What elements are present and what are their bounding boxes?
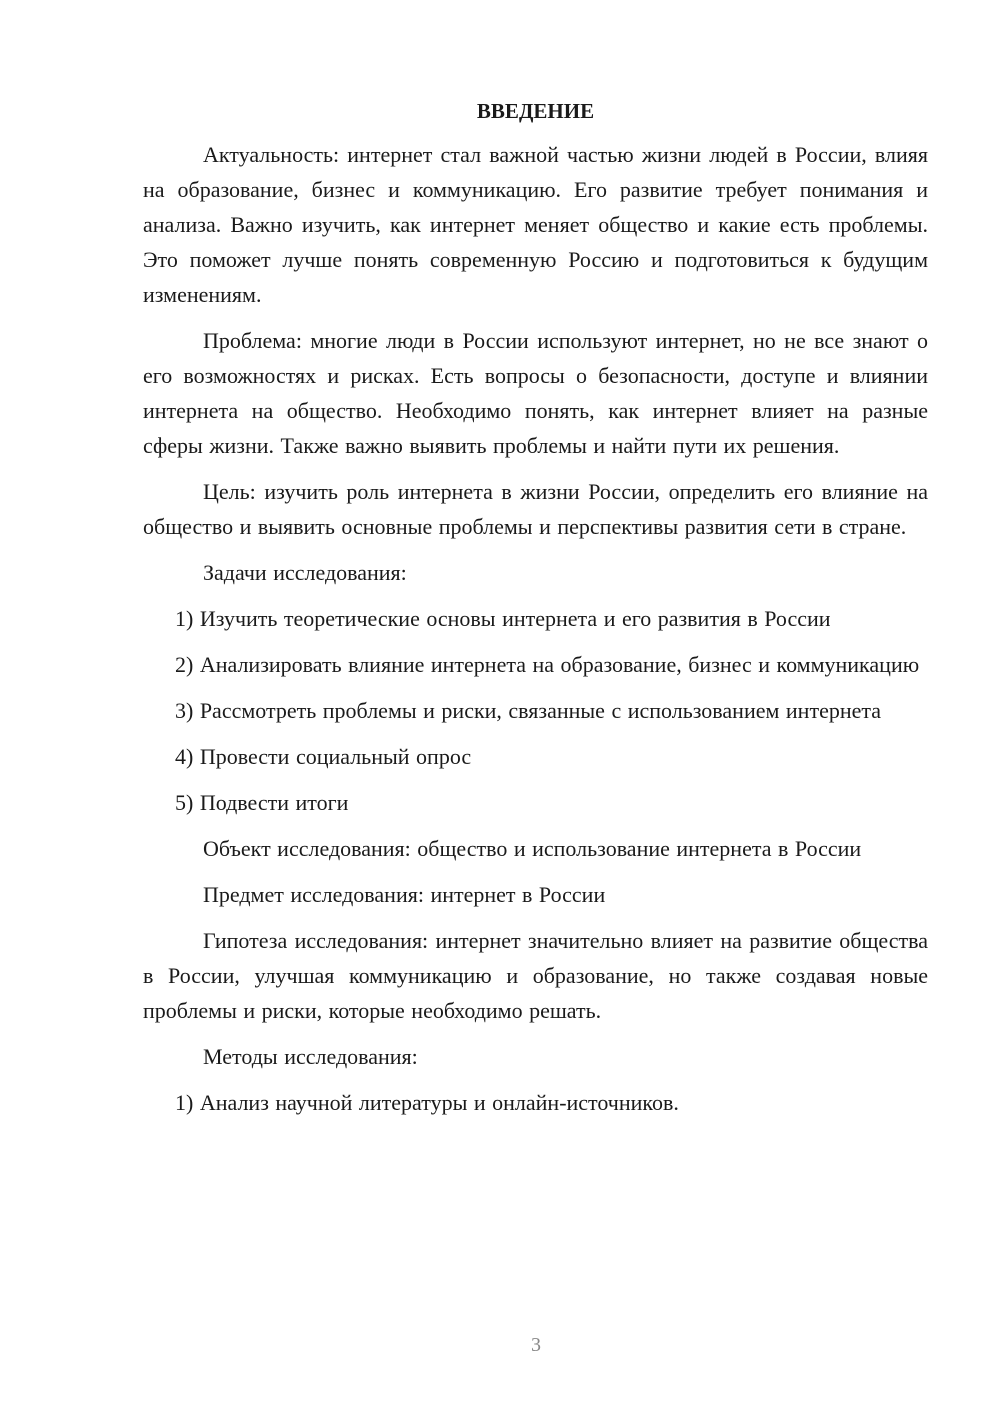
tasks-heading: Задачи исследования: — [203, 560, 407, 585]
problem-paragraph: Проблема: многие люди в России используют интернет, но не все знают о его возможностях и рисках. Есть вопросы о безопасности, доступе и влиянии интернета на общество. Необходимо понять, как интернет влияет на разные сферы жизни. Также важно выявить проблемы и найти пути их решения. — [143, 328, 928, 458]
methods-heading: Методы исследования: — [203, 1044, 418, 1069]
relevance-paragraph: Актуальность: интернет стал важной частью жизни людей в России, влияя на образование, бизнес и коммуникацию. Его развитие требует понимания и анализа. Важно изучить, как интернет меняет общество и какие есть проблемы. Это поможет лучше понять современную Россию и подготовиться к будущим изменениям. — [143, 142, 928, 307]
page-number: 3 — [531, 1334, 541, 1356]
method-item-1: 1) Анализ научной литературы и онлайн-источников. — [175, 1090, 679, 1115]
task-item-3: 3) Рассмотреть проблемы и риски, связанные с использованием интернета — [175, 698, 882, 723]
subject-paragraph: Предмет исследования: интернет в России — [203, 882, 606, 907]
task-item-2: 2) Анализировать влияние интернета на образование, бизнес и коммуникацию — [175, 652, 920, 677]
object-paragraph: Объект исследования: общество и использование интернета в России — [203, 836, 862, 861]
page-title: ВВЕДЕНИЕ — [476, 99, 595, 123]
task-item-5: 5) Подвести итоги — [175, 790, 349, 815]
page-content — [143, 95, 928, 1131]
goal-paragraph: Цель: изучить роль интернета в жизни России, определить его влияние на общество и выявить основные проблемы и перспективы развития сети в стране. — [143, 479, 928, 539]
hypothesis-paragraph: Гипотеза исследования: интернет значительно влияет на развитие общества в России, улучшая коммуникацию и образование, но также создавая новые проблемы и риски, которые необходимо решать. — [143, 928, 928, 1023]
task-item-1: 1) Изучить теоретические основы интернета и его развития в России — [175, 606, 831, 631]
task-item-4: 4) Провести социальный опрос — [175, 744, 472, 769]
